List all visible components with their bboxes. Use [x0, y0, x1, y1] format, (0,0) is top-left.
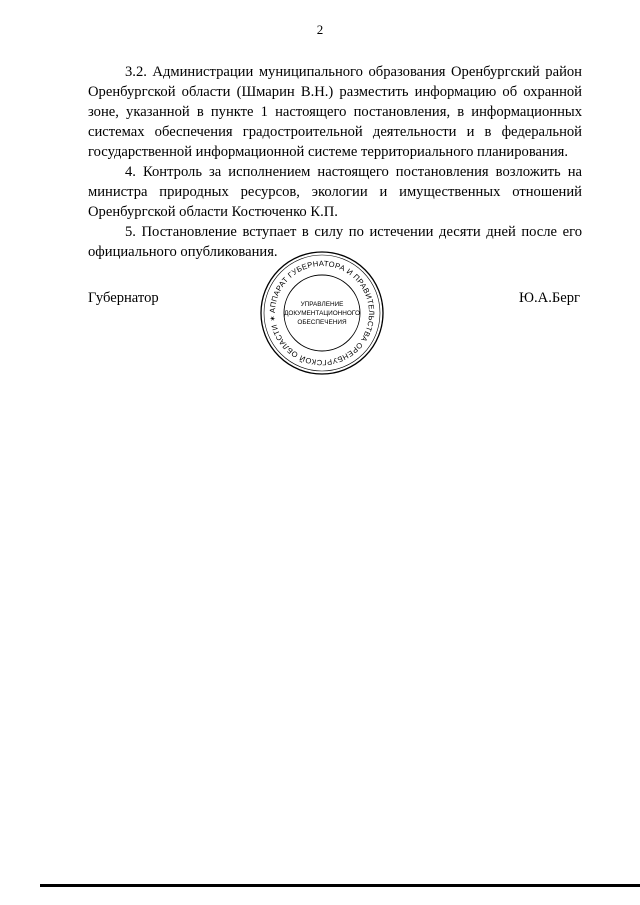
seal-ring-text: АППАРАТ ГУБЕРНАТОРА И ПРАВИТЕЛЬСТВА ОРЕНБУРГСКОЙ ОБЛАСТИ ✶: [267, 258, 377, 368]
signature-name: Ю.А.Берг: [519, 290, 580, 306]
seal-center-line-3: ОБЕСПЕЧЕНИЯ: [297, 319, 347, 326]
official-seal: [257, 248, 387, 378]
paragraph-3-2: 3.2. Администрации муниципального образования Оренбургский район Оренбургской области (Шмарин В.Н.) разместить информацию об охранной зоне, указанной в пункте 1 настоящего постановления, в информационных системах обеспечения градостроительной деятельности и в федеральной государственной информационной системе территориального планирования.: [88, 64, 582, 160]
paragraph-5: 5. Постановление вступает в силу по истечении десяти дней после его официального опубликования.: [88, 224, 582, 260]
seal-center-line-1: УПРАВЛЕНИЕ: [300, 301, 344, 308]
seal-center-line-2: ДОКУМЕНТАЦИОННОГО: [284, 310, 360, 317]
paragraph-4: 4. Контроль за исполнением настоящего постановления возложить на министра природных ресурсов, экологии и имущественных отношений Оренбургской области Костюченко К.П.: [88, 164, 582, 220]
bottom-rule: [40, 884, 640, 887]
signature-title: Губернатор: [88, 290, 159, 306]
document-body: [88, 62, 582, 262]
page-number: 2: [316, 22, 324, 37]
